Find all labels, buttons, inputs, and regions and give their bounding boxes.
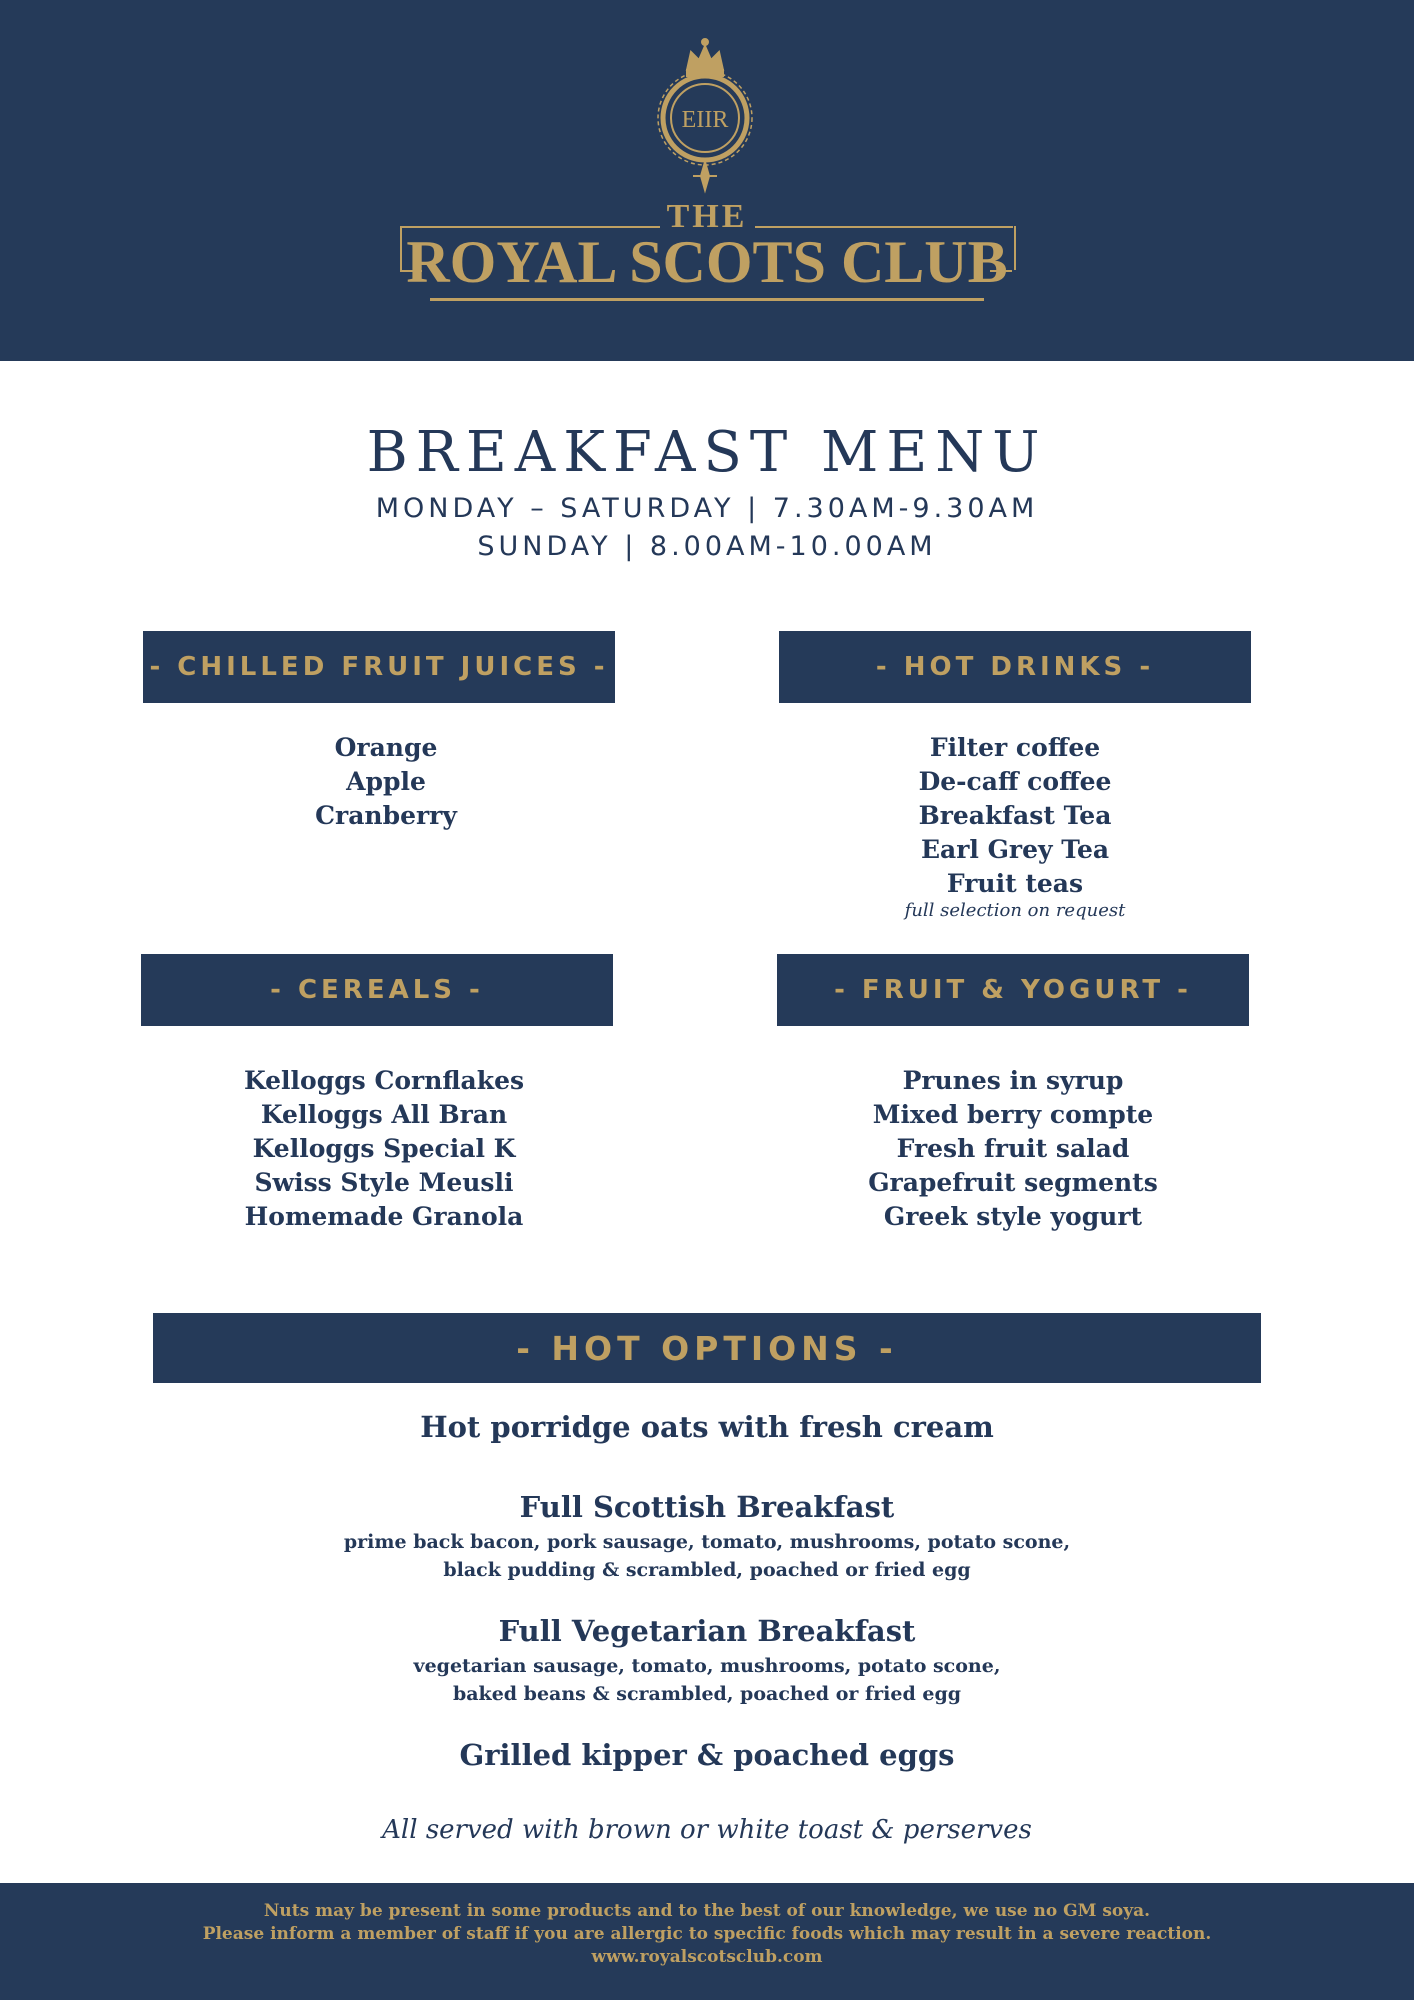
website-link[interactable]: www.royalscotsclub.com: [591, 1947, 823, 1967]
list-item: Prunes in syrup: [902, 1066, 1124, 1095]
list-item: Fresh fruit salad: [896, 1134, 1130, 1163]
page-title: BREAKFAST MENU: [366, 420, 1048, 485]
list-item: Mixed berry compte: [872, 1100, 1154, 1129]
list-item: Fruit teas: [946, 869, 1084, 898]
club-name-logo: ROYAL SCOTS CLUB: [406, 229, 1008, 295]
hot-drinks-list: [779, 731, 1251, 901]
hot-drinks-note: full selection on request: [904, 900, 1126, 921]
crest-monogram: EIIR: [681, 107, 729, 133]
list-item: Apple: [346, 767, 426, 796]
hot-option-vegetarian-breakfast: Full Vegetarian Breakfast: [498, 1614, 916, 1648]
list-item: Breakfast Tea: [918, 801, 1112, 830]
list-item: Kelloggs Special K: [252, 1134, 516, 1163]
club-name-prefix: THE: [666, 198, 748, 235]
sunday-hours: SUNDAY | 8.00AM-10.00AM: [477, 531, 937, 562]
list-item: De-caff coffee: [918, 767, 1112, 796]
description-line: baked beans & scrambled, poached or fried egg: [452, 1683, 962, 1705]
description-line: black pudding & scrambled, poached or fried egg: [443, 1559, 971, 1581]
list-item: Swiss Style Meusli: [254, 1168, 514, 1197]
hot-option-porridge: Hot porridge oats with fresh cream: [420, 1410, 994, 1444]
list-item: Homemade Granola: [244, 1202, 524, 1231]
list-item: Orange: [334, 733, 438, 762]
weekday-hours: MONDAY – SATURDAY | 7.30AM-9.30AM: [375, 493, 1039, 524]
served-with-note: All served with brown or white toast & perserves: [382, 1815, 1032, 1845]
list-item: Kelloggs Cornflakes: [243, 1066, 525, 1095]
fruit-yogurt-list: [777, 1064, 1249, 1234]
section-heading-juices: - CHILLED FRUIT JUICES -: [143, 631, 615, 703]
list-item: Cranberry: [315, 801, 457, 830]
list-item: Kelloggs All Bran: [260, 1100, 508, 1129]
section-heading-hot-options: - HOT OPTIONS -: [153, 1313, 1261, 1383]
section-heading-cereals: - CEREALS -: [141, 954, 613, 1026]
hot-option-scottish-breakfast: Full Scottish Breakfast: [519, 1490, 895, 1524]
club-name-underline: [430, 298, 984, 301]
allergy-instruction: Please inform a member of staff if you are allergic to specific foods which may result in a severe reaction.: [202, 1924, 1212, 1944]
list-item: Filter coffee: [929, 733, 1101, 762]
royal-crest-logo: [645, 30, 765, 215]
list-item: Greek style yogurt: [883, 1202, 1143, 1231]
list-item: Grapefruit segments: [868, 1168, 1158, 1197]
allergen-notice: Nuts may be present in some products and to the best of our knowledge, we use no GM soya.: [263, 1901, 1151, 1921]
hot-option-kipper: Grilled kipper & poached eggs: [459, 1738, 955, 1772]
vegetarian-breakfast-description: [0, 1652, 1414, 1708]
description-line: prime back bacon, pork sausage, tomato, mushrooms, potato scone,: [343, 1531, 1071, 1553]
cereals-list: [141, 1064, 627, 1234]
juices-list: [143, 731, 629, 833]
scottish-breakfast-description: [0, 1528, 1414, 1584]
section-heading-fruit-yogurt: - FRUIT & YOGURT -: [777, 954, 1249, 1026]
section-heading-hot-drinks: - HOT DRINKS -: [779, 631, 1251, 703]
description-line: vegetarian sausage, tomato, mushrooms, potato scone,: [413, 1655, 1001, 1677]
list-item: Earl Grey Tea: [920, 835, 1110, 864]
